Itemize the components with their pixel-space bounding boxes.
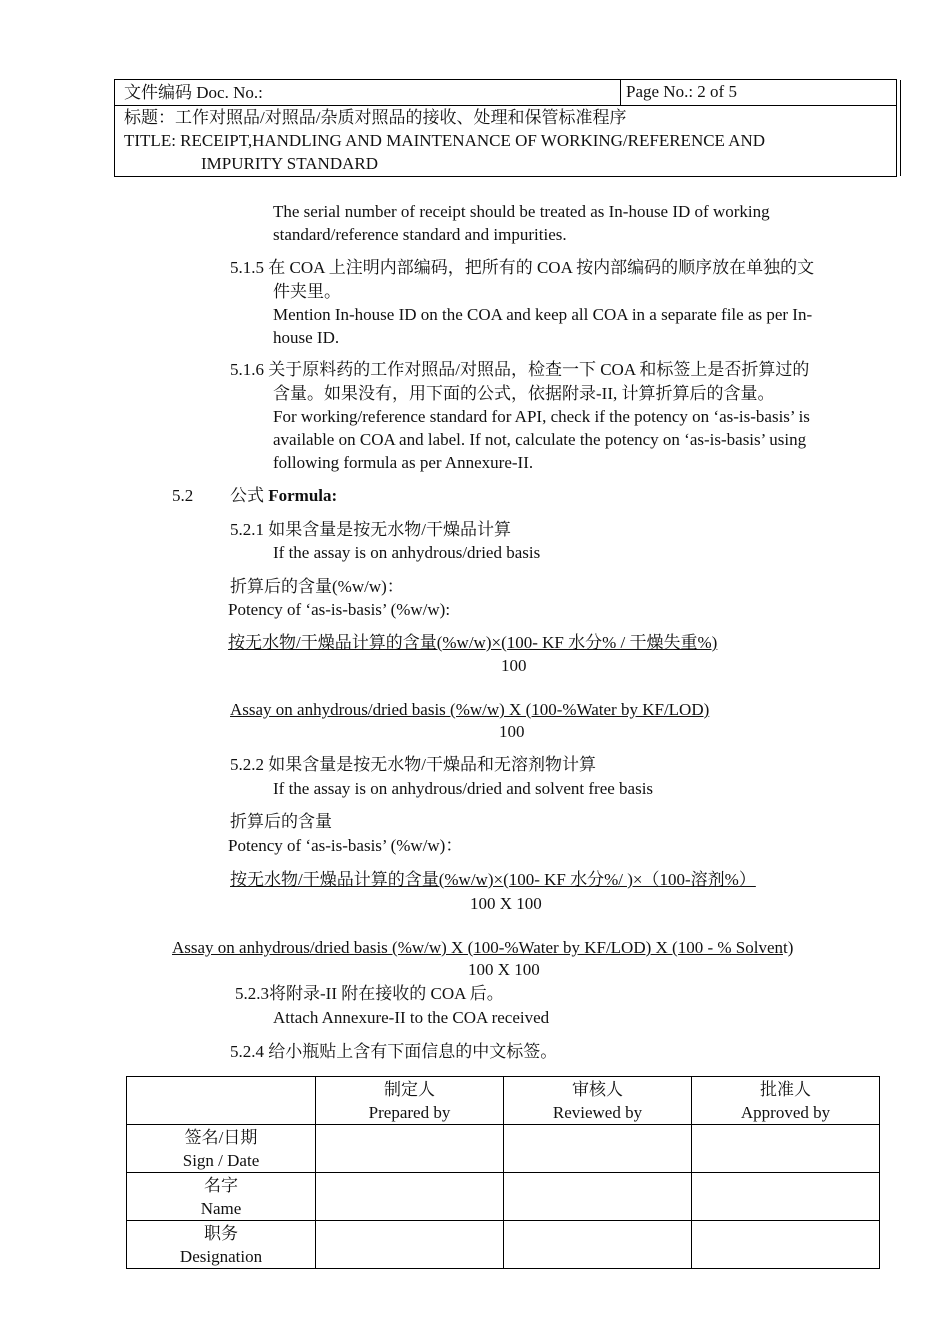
section-515-en-line2: house ID. — [273, 328, 340, 347]
section-52-heading — [230, 484, 337, 507]
title-english-line1: TITLE: RECEIPT,HANDLING AND MAINTENANCE OF WORKING/REFERENCE AND — [124, 131, 766, 150]
formula1-en-numerator: Assay on anhydrous/dried basis (%w/w) X (100-%Water by KF/LOD) — [230, 700, 710, 719]
potency2-cn: 折算后的含量 — [230, 812, 332, 831]
prepared-by-cn: 制定人 — [384, 1079, 435, 1099]
reviewed-by-en: Reviewed by — [552, 1102, 643, 1122]
potency1-en: Potency of ‘as-is-basis’ (%w/w): — [228, 600, 451, 619]
formula2-en-numerator-tail: t) — [783, 938, 794, 957]
section-521-en: If the assay is on anhydrous/dried basis — [273, 543, 541, 562]
cell-sign-prepared[interactable] — [316, 1125, 504, 1173]
section-515-en-line1: Mention In-house ID on the COA and keep all COA in a separate file as per In- — [273, 305, 813, 324]
table-row — [127, 1221, 880, 1269]
title-english-line2: IMPURITY STANDARD — [201, 154, 378, 173]
section-522-cn: 5.2.2 如果含量是按无水物/干燥品和无溶剂物计算 — [230, 755, 596, 774]
table-corner-cell — [127, 1077, 316, 1125]
formula2-en-numerator-underlined: Assay on anhydrous/dried basis (%w/w) X (100-%Water by KF/LOD) X (100 - % Solven — [172, 938, 783, 957]
approved-by-cn: 批准人 — [760, 1079, 811, 1099]
section-52-en: Formula: — [268, 486, 338, 505]
section-52-number: 5.2 — [172, 486, 194, 505]
formula2-cn-denominator: 100 X 100 — [470, 894, 542, 913]
serial-paragraph-line1: The serial number of receipt should be treated as In-house ID of working — [273, 202, 770, 221]
cell-designation-approved[interactable] — [692, 1221, 880, 1269]
designation-cn: 职务 — [204, 1223, 238, 1243]
formula2-en-denominator: 100 X 100 — [468, 960, 540, 979]
table-header-row — [127, 1077, 880, 1125]
page-number: Page No.: 2 of 5 — [626, 82, 737, 101]
section-516-en-line1: For working/reference standard for API, check if the potency on ‘as-is-basis’ is — [273, 407, 810, 426]
row-label-sign-date — [127, 1125, 316, 1173]
section-516-cn-line2: 含量。如果没有，用下面的公式，依据附录-II, 计算折算后的含量。 — [273, 384, 775, 403]
header-reviewed-by — [504, 1077, 692, 1125]
header-prepared-by — [316, 1077, 504, 1125]
name-cn: 名字 — [204, 1175, 238, 1195]
cell-sign-approved[interactable] — [692, 1125, 880, 1173]
formula1-en-denominator: 100 — [499, 722, 525, 741]
cell-designation-prepared[interactable] — [316, 1221, 504, 1269]
header-double-border — [900, 80, 901, 176]
prepared-by-en: Prepared by — [368, 1102, 451, 1122]
row-label-name — [127, 1173, 316, 1221]
row-label-designation — [127, 1221, 316, 1269]
section-523-en: Attach Annexure-II to the COA received — [273, 1008, 550, 1027]
section-516-cn-line1: 5.1.6 关于原料药的工作对照品/对照品，检查一下 COA 和标签上是否折算过的 — [230, 360, 810, 379]
section-516-en-line2: available on COA and label. If not, calculate the potency on ‘as-is-basis’ using — [273, 430, 807, 449]
section-522-en: If the assay is on anhydrous/dried and solvent free basis — [273, 779, 654, 798]
signature-table — [126, 1076, 880, 1269]
title-chinese: 标题：工作对照品/对照品/杂质对照品的接收、处理和保管标准程序 — [124, 108, 627, 127]
table-row — [127, 1173, 880, 1221]
formula1-cn-denominator: 100 — [501, 656, 527, 675]
section-524-cn: 5.2.4 给小瓶贴上含有下面信息的中文标签。 — [230, 1042, 558, 1061]
cell-designation-reviewed[interactable] — [504, 1221, 692, 1269]
formula1-cn-numerator: 按无水物/干燥品计算的含量(%w/w)×(100- KF 水分% / 干燥失重%) — [228, 633, 718, 652]
section-515-cn-line1: 5.1.5 在 COA 上注明内部编码，把所有的 COA 按内部编码的顺序放在单独的文 — [230, 258, 815, 277]
sign-date-en: Sign / Date — [182, 1150, 260, 1170]
section-515-cn-line2: 件夹里。 — [273, 282, 341, 301]
doc-no-label: 文件编码 Doc. No.: — [124, 83, 263, 102]
header-divider — [620, 80, 621, 105]
document-header — [114, 79, 897, 177]
section-523-cn: 5.2.3将附录-II 附在接收的 COA 后。 — [235, 984, 504, 1003]
cell-name-reviewed[interactable] — [504, 1173, 692, 1221]
header-approved-by — [692, 1077, 880, 1125]
serial-paragraph-line2: standard/reference standard and impurities. — [273, 225, 567, 244]
formula2-en-numerator — [172, 936, 793, 959]
name-en: Name — [200, 1198, 242, 1218]
designation-en: Designation — [179, 1246, 263, 1266]
cell-name-prepared[interactable] — [316, 1173, 504, 1221]
section-516-en-line3: following formula as per Annexure-II. — [273, 453, 534, 472]
sign-date-cn: 签名/日期 — [184, 1127, 258, 1147]
section-521-cn: 5.2.1 如果含量是按无水物/干燥品计算 — [230, 520, 511, 539]
approved-by-en: Approved by — [740, 1102, 831, 1122]
section-52-cn: 公式 — [230, 486, 264, 505]
cell-name-approved[interactable] — [692, 1173, 880, 1221]
potency1-cn: 折算后的含量(%w/w)： — [230, 577, 404, 596]
potency2-en: Potency of ‘as-is-basis’ (%w/w)： — [228, 836, 463, 855]
formula2-cn-numerator: 按无水物/干燥品计算的含量(%w/w)×(100- KF 水分%/ )×（100-溶剂%） — [230, 870, 756, 889]
cell-sign-reviewed[interactable] — [504, 1125, 692, 1173]
reviewed-by-cn: 审核人 — [572, 1079, 623, 1099]
table-row — [127, 1125, 880, 1173]
